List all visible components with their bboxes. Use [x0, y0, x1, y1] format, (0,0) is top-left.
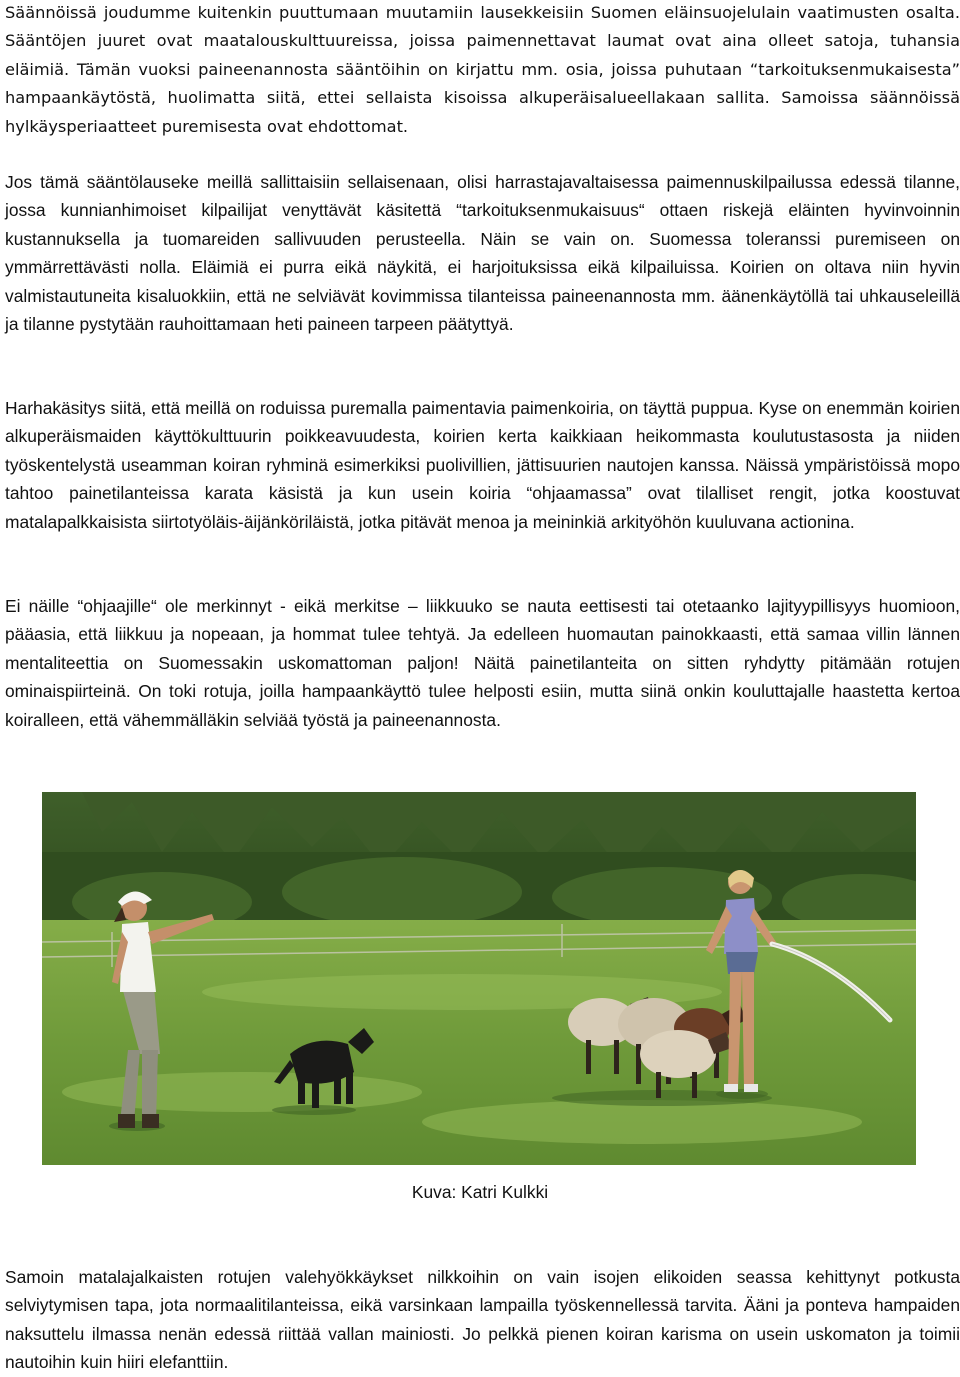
paragraph-misconception: Harhakäsitys siitä, että meillä on roduissa puremalla paimentavia paimenkoiria, on täyttä puppua. Kyse on enemmän koirien alkuperäismaiden käyttökulttuurin poikkeavuudesta, koirien kerta kaikkiaan heikommasta koulutustasosta ja niiden työskentelystä useamman koiran ryhminä esimerkiksi puolivillien, jättisuurien nautojen kanssa. Näissä ympäristöissä mopo tahtoo painetilanteissa karata käsistä ja kun usein koiria “ohjaamassa” ovat tilalliset rengit, jotka koostuvat matalapalkkaisista siirtotyöläis-äijänköriläistä, jotka pitävät menoa ja meininkiä arkityöhön kuuluvana actionina.: [5, 398, 960, 532]
paragraph-ankle-attacks: Samoin matalajalkaisten rotujen valehyökkäykset nilkkoihin on vain isojen elikoiden seassa kehittynyt potkusta selviytymisen tapa, jota normaalitilanteissa, eikä varsinkaan lampailla työskennellessä tarvita. Ääni ja ponteva hampaiden naksuttelu ilmassa nenän edessä riittää vallan mainiosti. Jo pelkkä pienen koiran karisma on usein uskomaton ja toimii nautoihin kuin hiiri elefanttiin.: [5, 1267, 960, 1373]
paragraph-clause: Jos tämä sääntölauseke meillä sallittaisiin sellaisenaan, olisi harrastajavaltaisessa paimennuskilpailussa edessä tilanne, jossa kunnianhimoiset kilpailijat venyttävät käsitettä “tarkoituksenmukaisuus“ ottaen riskejä eläinten hyvinvoinnin kustannuksella ja tuomareiden sallivuuden perusteella. Näin se vain on. Suomessa toleranssi puremiseen on ymmärrettävästi nolla. Eläimiä ei purra eikä näykitä, ei harjoituksissa eikä kilpailuissa. Koirien on oltava niin hyvin valmistautuneita kisaluokkiin, että ne selviävät kovimmissa tilanteissa paineenannosta mm. äänenkäytöllä tai uhkauseleillä ja tilanne pystytään rauhoittamaan heti paineen tarpeen päätyttyä.: [5, 172, 960, 335]
paragraph-handlers: Ei näille “ohjaajille“ ole merkinnyt - eikä merkitse – liikkuuko se nauta eettisesti tai otetaanko lajityypillisyys huomioon, pääasia, että liikkuu ja nopeaan, ja hommat tulee tehtyä. Ja edelleen huomautan painokkaasti, että samaa villin lännen mentaliteettia on Suomessakin uskomattoman paljon! Näitä painetilanteita on sitten ryhdytty pitämään rotujen ominaispiirteinä. On toki rotuja, joilla hampaankäyttö tulee helposti esiin, mutta siinä onkin kouluttajalle haastetta kertoa koiralleen, että vähemmälläkin selviää työstä ja paineenannosta.: [5, 596, 960, 730]
herding-photo-illustration: [42, 792, 916, 1165]
photo-caption: Kuva: Katri Kulkki: [411, 1182, 549, 1202]
paragraph-rules: Säännöissä joudumme kuitenkin puuttumaan muutamiin lausekkeisiin Suomen eläinsuojelulain vaatimusten osalta. Sääntöjen juuret ovat maatalouskulttuureissa, joissa paimennettavat laumat ovat aina olleet satoja, tuhansia eläimiä. Tämän vuoksi paineenannosta sääntöihin on kirjattu mm. osia, joissa puhutaan “tarkoituksenmukaisesta” hampaankäytöstä, huolimatta siitä, ettei sellaista kisoissa alkuperäisalueellakaan sallita. Samoissa säännöissä hylkäysperiaatteet puremisesta ovat ehdottomat.: [5, 3, 960, 136]
herding-photo: [42, 792, 916, 1165]
